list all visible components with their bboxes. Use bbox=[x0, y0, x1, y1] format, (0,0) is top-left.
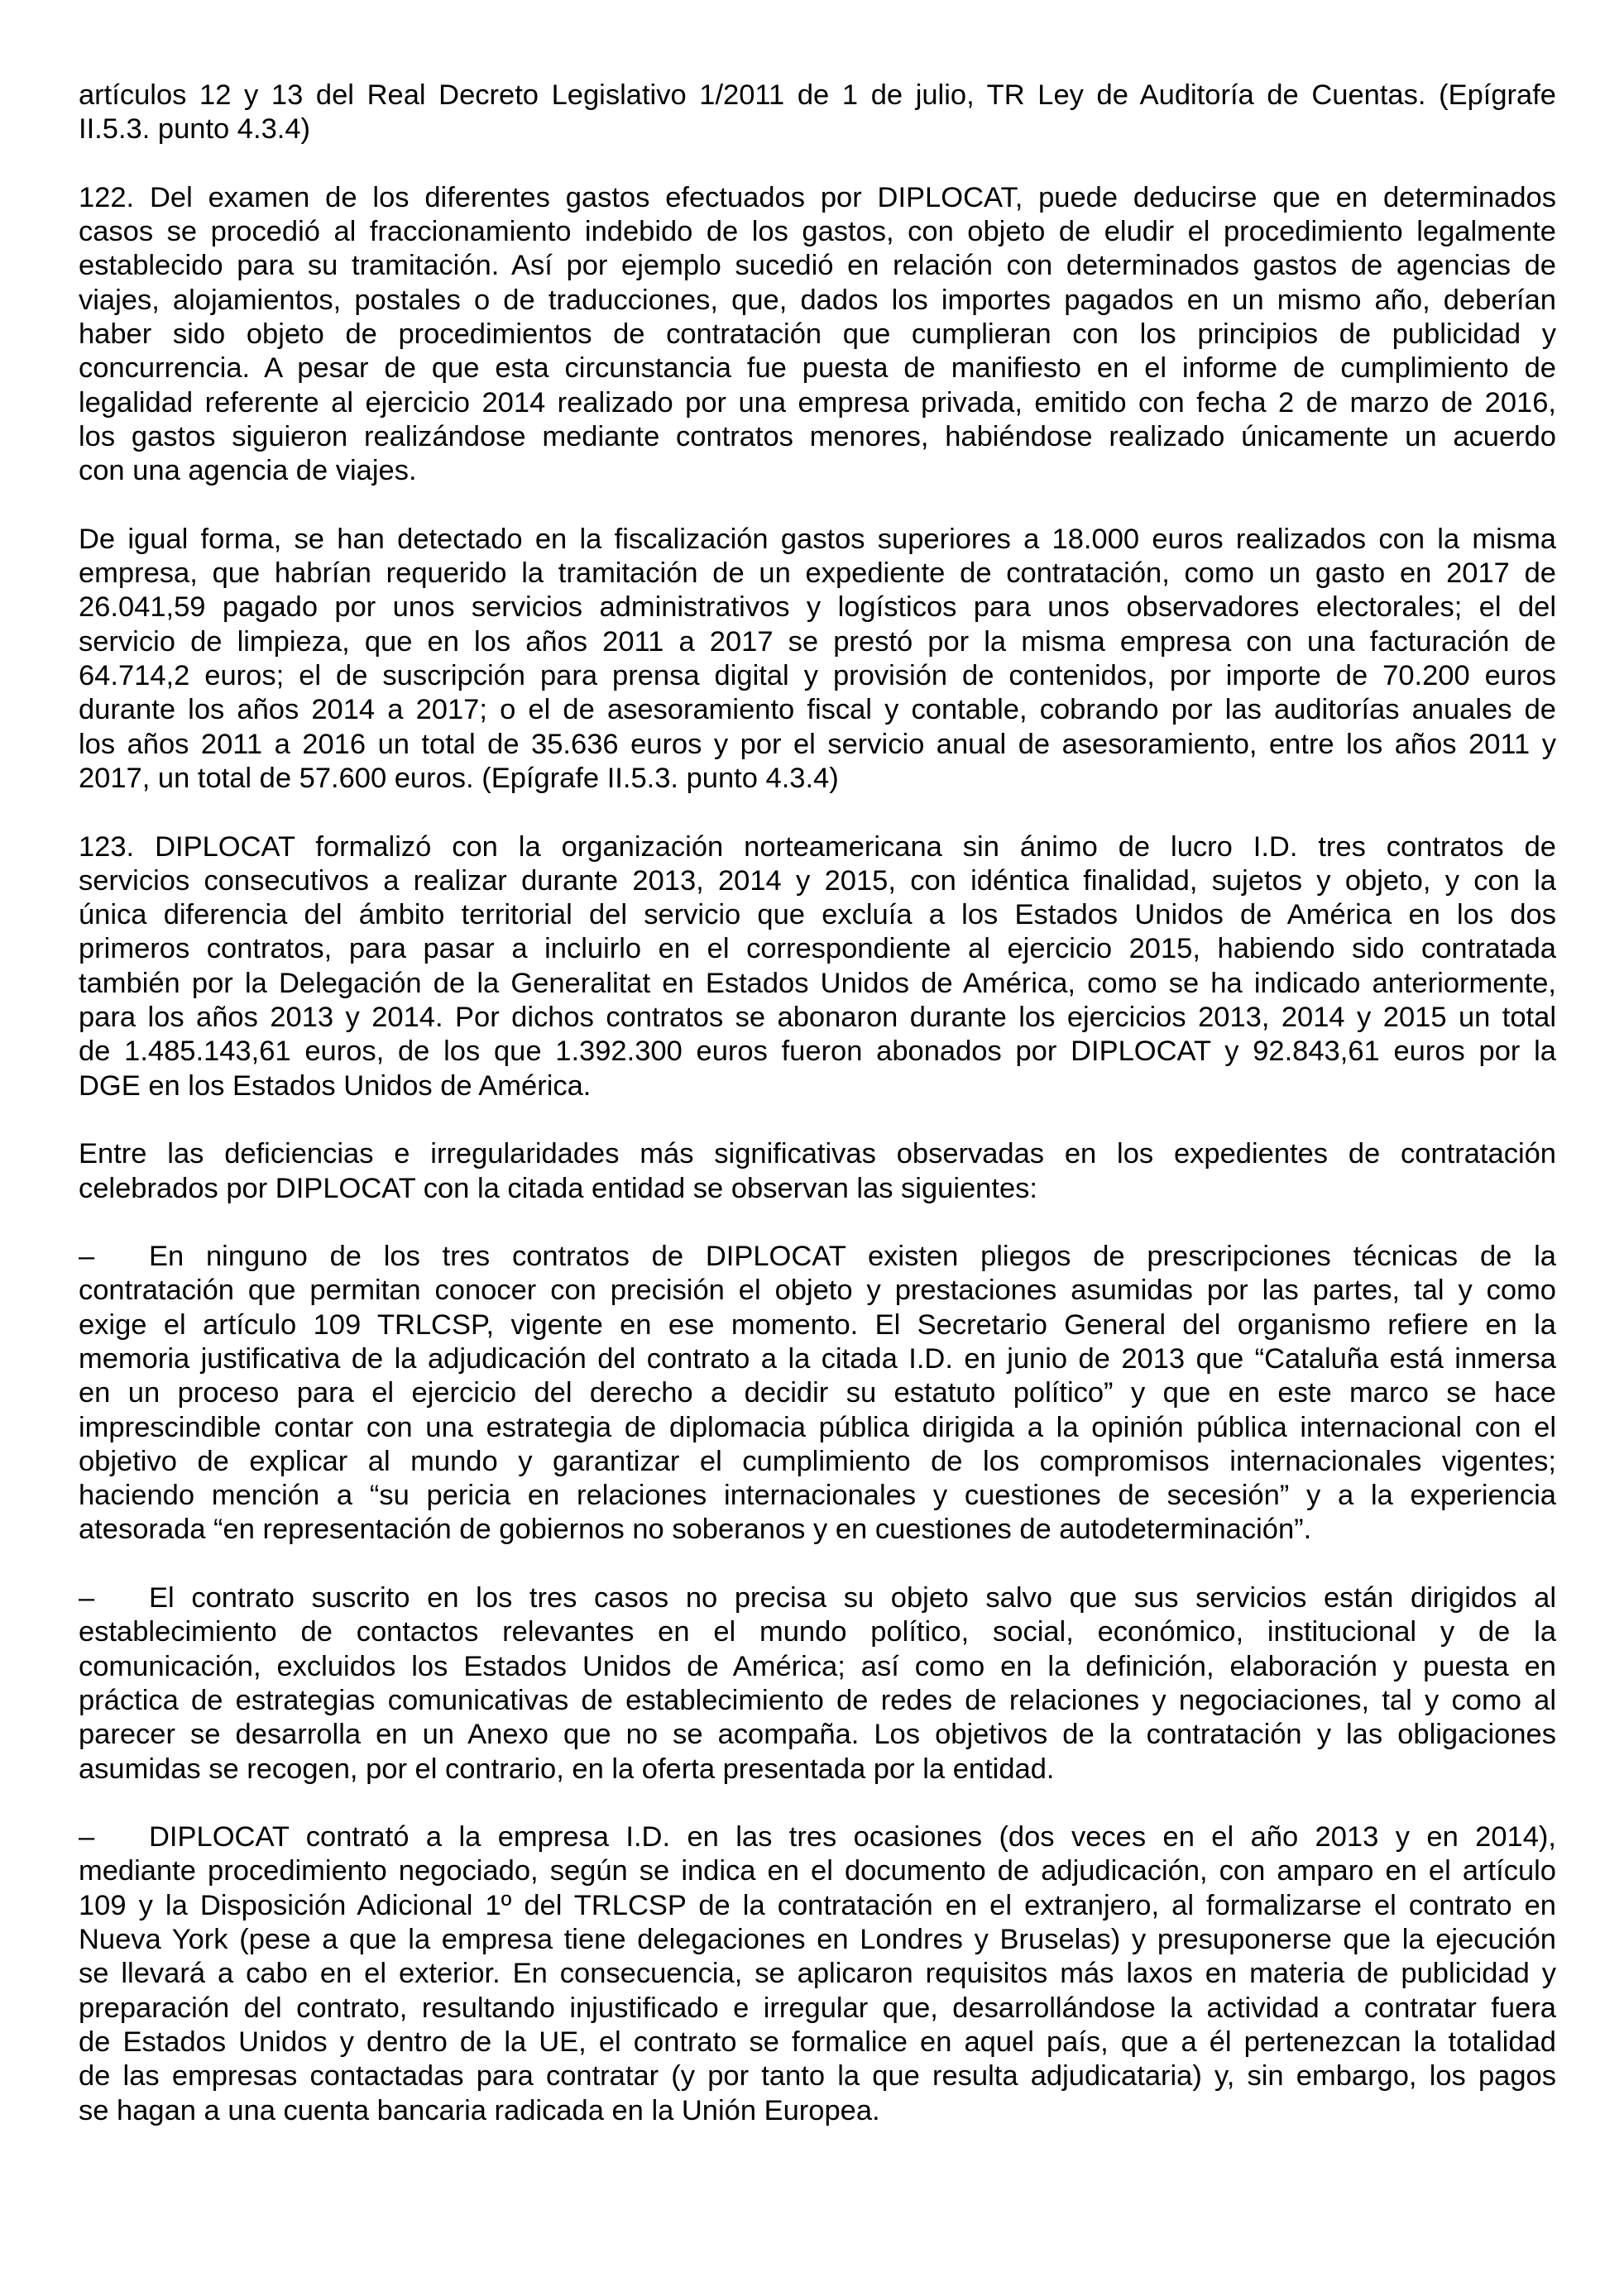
text-line: empresa, que habrían requerido la tramitación de un expediente de contratación, como un gasto en 2017 de bbox=[79, 557, 1556, 590]
text-line: servicios consecutivos a realizar durante 2013, 2014 y 2015, con idéntica finalidad, sujetos y objeto, y con la bbox=[79, 864, 1556, 897]
text-line: parecer se desarrolla en un Anexo que no se acompaña. Los objetivos de la contratación y las obligaciones bbox=[79, 1719, 1556, 1751]
bullet-dash-icon: – bbox=[79, 1821, 95, 1854]
text-line: también por la Delegación de la Generalitat en Estados Unidos de América, como se ha indicado anteriormente, bbox=[79, 967, 1556, 999]
text-line: concurrencia. A pesar de que esta circunstancia fue puesta de manifiesto en el informe de cumplimiento de bbox=[79, 352, 1556, 385]
text-line: DGE en los Estados Unidos de América. bbox=[79, 1069, 592, 1102]
text-line-content: DIPLOCAT contrató a la empresa I.D. en las tres ocasiones (dos veces en el año 2013 y en 2014), bbox=[149, 1821, 1556, 1854]
text-line: con una agencia de viajes. bbox=[79, 455, 417, 487]
text-line: comunicación, excluidos los Estados Unidos de América; así como en la definición, elaboración y puesta en bbox=[79, 1650, 1556, 1682]
text-line: artículos 12 y 13 del Real Decreto Legislativo 1/2011 de 1 de julio, TR Ley de Auditoría de Cuentas. (Epígrafe bbox=[79, 79, 1556, 111]
text-line: viajes, alojamientos, postales o de traducciones, que, dados los importes pagados en un mismo año, deberían bbox=[79, 284, 1556, 316]
paragraph bbox=[79, 1137, 1556, 1206]
text-line: establecimiento de contactos relevantes en el mundo político, social, económico, institucional y de la bbox=[79, 1616, 1556, 1648]
text-line: objetivo de explicar al mundo y garantizar el cumplimiento de los compromisos internacionales vigentes; bbox=[79, 1445, 1556, 1477]
text-line: durante los años 2014 a 2017; o el de asesoramiento fiscal y contable, cobrando por las auditorías anuales de bbox=[79, 694, 1556, 726]
bullet-dash-icon: – bbox=[79, 1241, 95, 1273]
text-line: los años 2011 a 2016 un total de 35.636 euros y por el servicio anual de asesoramiento, entre los años 2011 y bbox=[79, 728, 1556, 760]
text-line: se llevará a cabo en el exterior. En consecuencia, se aplicaron requisitos más laxos en materia de publicidad y bbox=[79, 1958, 1556, 1990]
text-line: casos se procedió al fraccionamiento indebido de los gastos, con objeto de eludir el procedimiento legalmente bbox=[79, 216, 1556, 248]
text-line: 2017, un total de 57.600 euros. (Epígrafe II.5.3. punto 4.3.4) bbox=[79, 762, 839, 794]
text-line: de Estados Unidos y dentro de la UE, el contrato se formalice en aquel país, que a él pertenezcan la totalidad bbox=[79, 2026, 1556, 2058]
paragraph bbox=[79, 79, 1556, 147]
text-line: establecido para su tramitación. Así por ejemplo sucedió en relación con determinados gastos de agencias de bbox=[79, 250, 1556, 282]
document-page bbox=[79, 79, 1556, 2162]
text-line: preparación del contrato, resultando injustificado e irregular que, desarrollándose la actividad a contratar fuera bbox=[79, 1992, 1556, 2024]
text-line: 123. DIPLOCAT formalizó con la organización norteamericana sin ánimo de lucro I.D. tres contratos de bbox=[79, 830, 1556, 863]
text-line bbox=[79, 1581, 1556, 1615]
text-line: De igual forma, se han detectado en la fiscalización gastos superiores a 18.000 euros realizados con la misma bbox=[79, 523, 1556, 555]
text-line: práctica de estrategias comunicativas de establecimiento de redes de relaciones y negociaciones, tal y como al bbox=[79, 1684, 1556, 1716]
text-line: 64.714,2 euros; el de suscripción para prensa digital y provisión de contenidos, por importe de 70.200 euros bbox=[79, 660, 1556, 692]
text-line: servicio de limpieza, que en los años 2011 a 2017 se prestó por la misma empresa con una facturación de bbox=[79, 625, 1556, 658]
text-line: asumidas se recogen, por el contrario, en la oferta presentada por la entidad. bbox=[79, 1753, 1055, 1785]
text-line: en un proceso para el ejercicio del derecho a decidir su estatuto político” y que en este marco se hace bbox=[79, 1377, 1556, 1409]
text-line: única diferencia del ámbito territorial del servicio que excluía a los Estados Unidos de América en los dos bbox=[79, 899, 1556, 931]
text-line-content: El contrato suscrito en los tres casos no precisa su objeto salvo que sus servicios están dirigidos al bbox=[149, 1582, 1556, 1614]
text-line: contratación que permitan conocer con precisión el objeto y prestaciones asumidas por las partes, tal y como bbox=[79, 1275, 1556, 1307]
paragraph bbox=[79, 523, 1556, 796]
text-line: exige el artículo 109 TRLCSP, vigente en ese momento. El Secretario General del organismo refiere en la bbox=[79, 1308, 1556, 1341]
text-line: II.5.3. punto 4.3.4) bbox=[79, 113, 311, 146]
bullet-paragraph bbox=[79, 1581, 1556, 1787]
text-line: de las empresas contactadas para contratar (y por tanto la que resulta adjudicataria) y, sin embargo, los pagos bbox=[79, 2060, 1556, 2093]
text-line: se hagan a una cuenta bancaria radicada en la Unión Europea. bbox=[79, 2094, 880, 2126]
text-line: legalidad referente al ejercicio 2014 realizado por una empresa privada, emitido con fecha 2 de marzo de 2016, bbox=[79, 386, 1556, 419]
text-line: imprescindible contar con una estrategia de diplomacia pública dirigida a la opinión pública internacional con el bbox=[79, 1411, 1556, 1443]
text-line bbox=[79, 1820, 1556, 1854]
paragraph bbox=[79, 181, 1556, 489]
bullet-paragraph bbox=[79, 1820, 1556, 2128]
text-line: celebrados por DIPLOCAT con la citada entidad se observan las siguientes: bbox=[79, 1172, 1037, 1204]
text-line: memoria justificativa de la adjudicación del contrato a la citada I.D. en junio de 2013 que “Cataluña está inmersa bbox=[79, 1342, 1556, 1375]
text-line: atesorada “en representación de gobiernos no soberanos y en cuestiones de autodeterminación”. bbox=[79, 1514, 1312, 1546]
text-line: 109 y la Disposición Adicional 1º del TRLCSP de la contratación en el extranjero, al formalizarse el contrato en bbox=[79, 1889, 1556, 1921]
text-line bbox=[79, 1240, 1556, 1274]
text-line: primeros contratos, para pasar a incluirlo en el correspondiente al ejercicio 2015, habiendo sido contratada bbox=[79, 933, 1556, 965]
text-line: Nueva York (pese a que la empresa tiene delegaciones en Londres y Bruselas) y presuponerse que la ejecución bbox=[79, 1924, 1556, 1956]
text-line: haciendo mención a “su pericia en relaciones internacionales y cuestiones de secesión” y a la experiencia bbox=[79, 1480, 1556, 1512]
text-line-content: En ninguno de los tres contratos de DIPLOCAT existen pliegos de prescripciones técnicas de la bbox=[149, 1241, 1556, 1273]
paragraph bbox=[79, 830, 1556, 1103]
text-line: de 1.485.143,61 euros, de los que 1.392.300 euros fueron abonados por DIPLOCAT y 92.843,61 euros por la bbox=[79, 1036, 1556, 1068]
bullet-dash-icon: – bbox=[79, 1582, 95, 1614]
text-line: mediante procedimiento negociado, según se indica en el documento de adjudicación, con amparo en el artículo bbox=[79, 1855, 1556, 1887]
text-line: Entre las deficiencias e irregularidades más significativas observadas en los expedientes de contratación bbox=[79, 1138, 1556, 1170]
bullet-paragraph bbox=[79, 1240, 1556, 1547]
text-line: los gastos siguieron realizándose mediante contratos menores, habiéndose realizado únicamente un acuerdo bbox=[79, 420, 1556, 452]
text-line: 26.041,59 pagado por unos servicios administrativos y logísticos para unos observadores electorales; el del bbox=[79, 591, 1556, 624]
text-line: para los años 2013 y 2014. Por dichos contratos se abonaron durante los ejercicios 2013, 2014 y 2015 un total bbox=[79, 1002, 1556, 1034]
text-line: 122. Del examen de los diferentes gastos efectuados por DIPLOCAT, puede deducirse que en determinados bbox=[79, 181, 1556, 213]
text-line: haber sido objeto de procedimientos de contratación que cumplieran con los principios de publicidad y bbox=[79, 318, 1556, 351]
